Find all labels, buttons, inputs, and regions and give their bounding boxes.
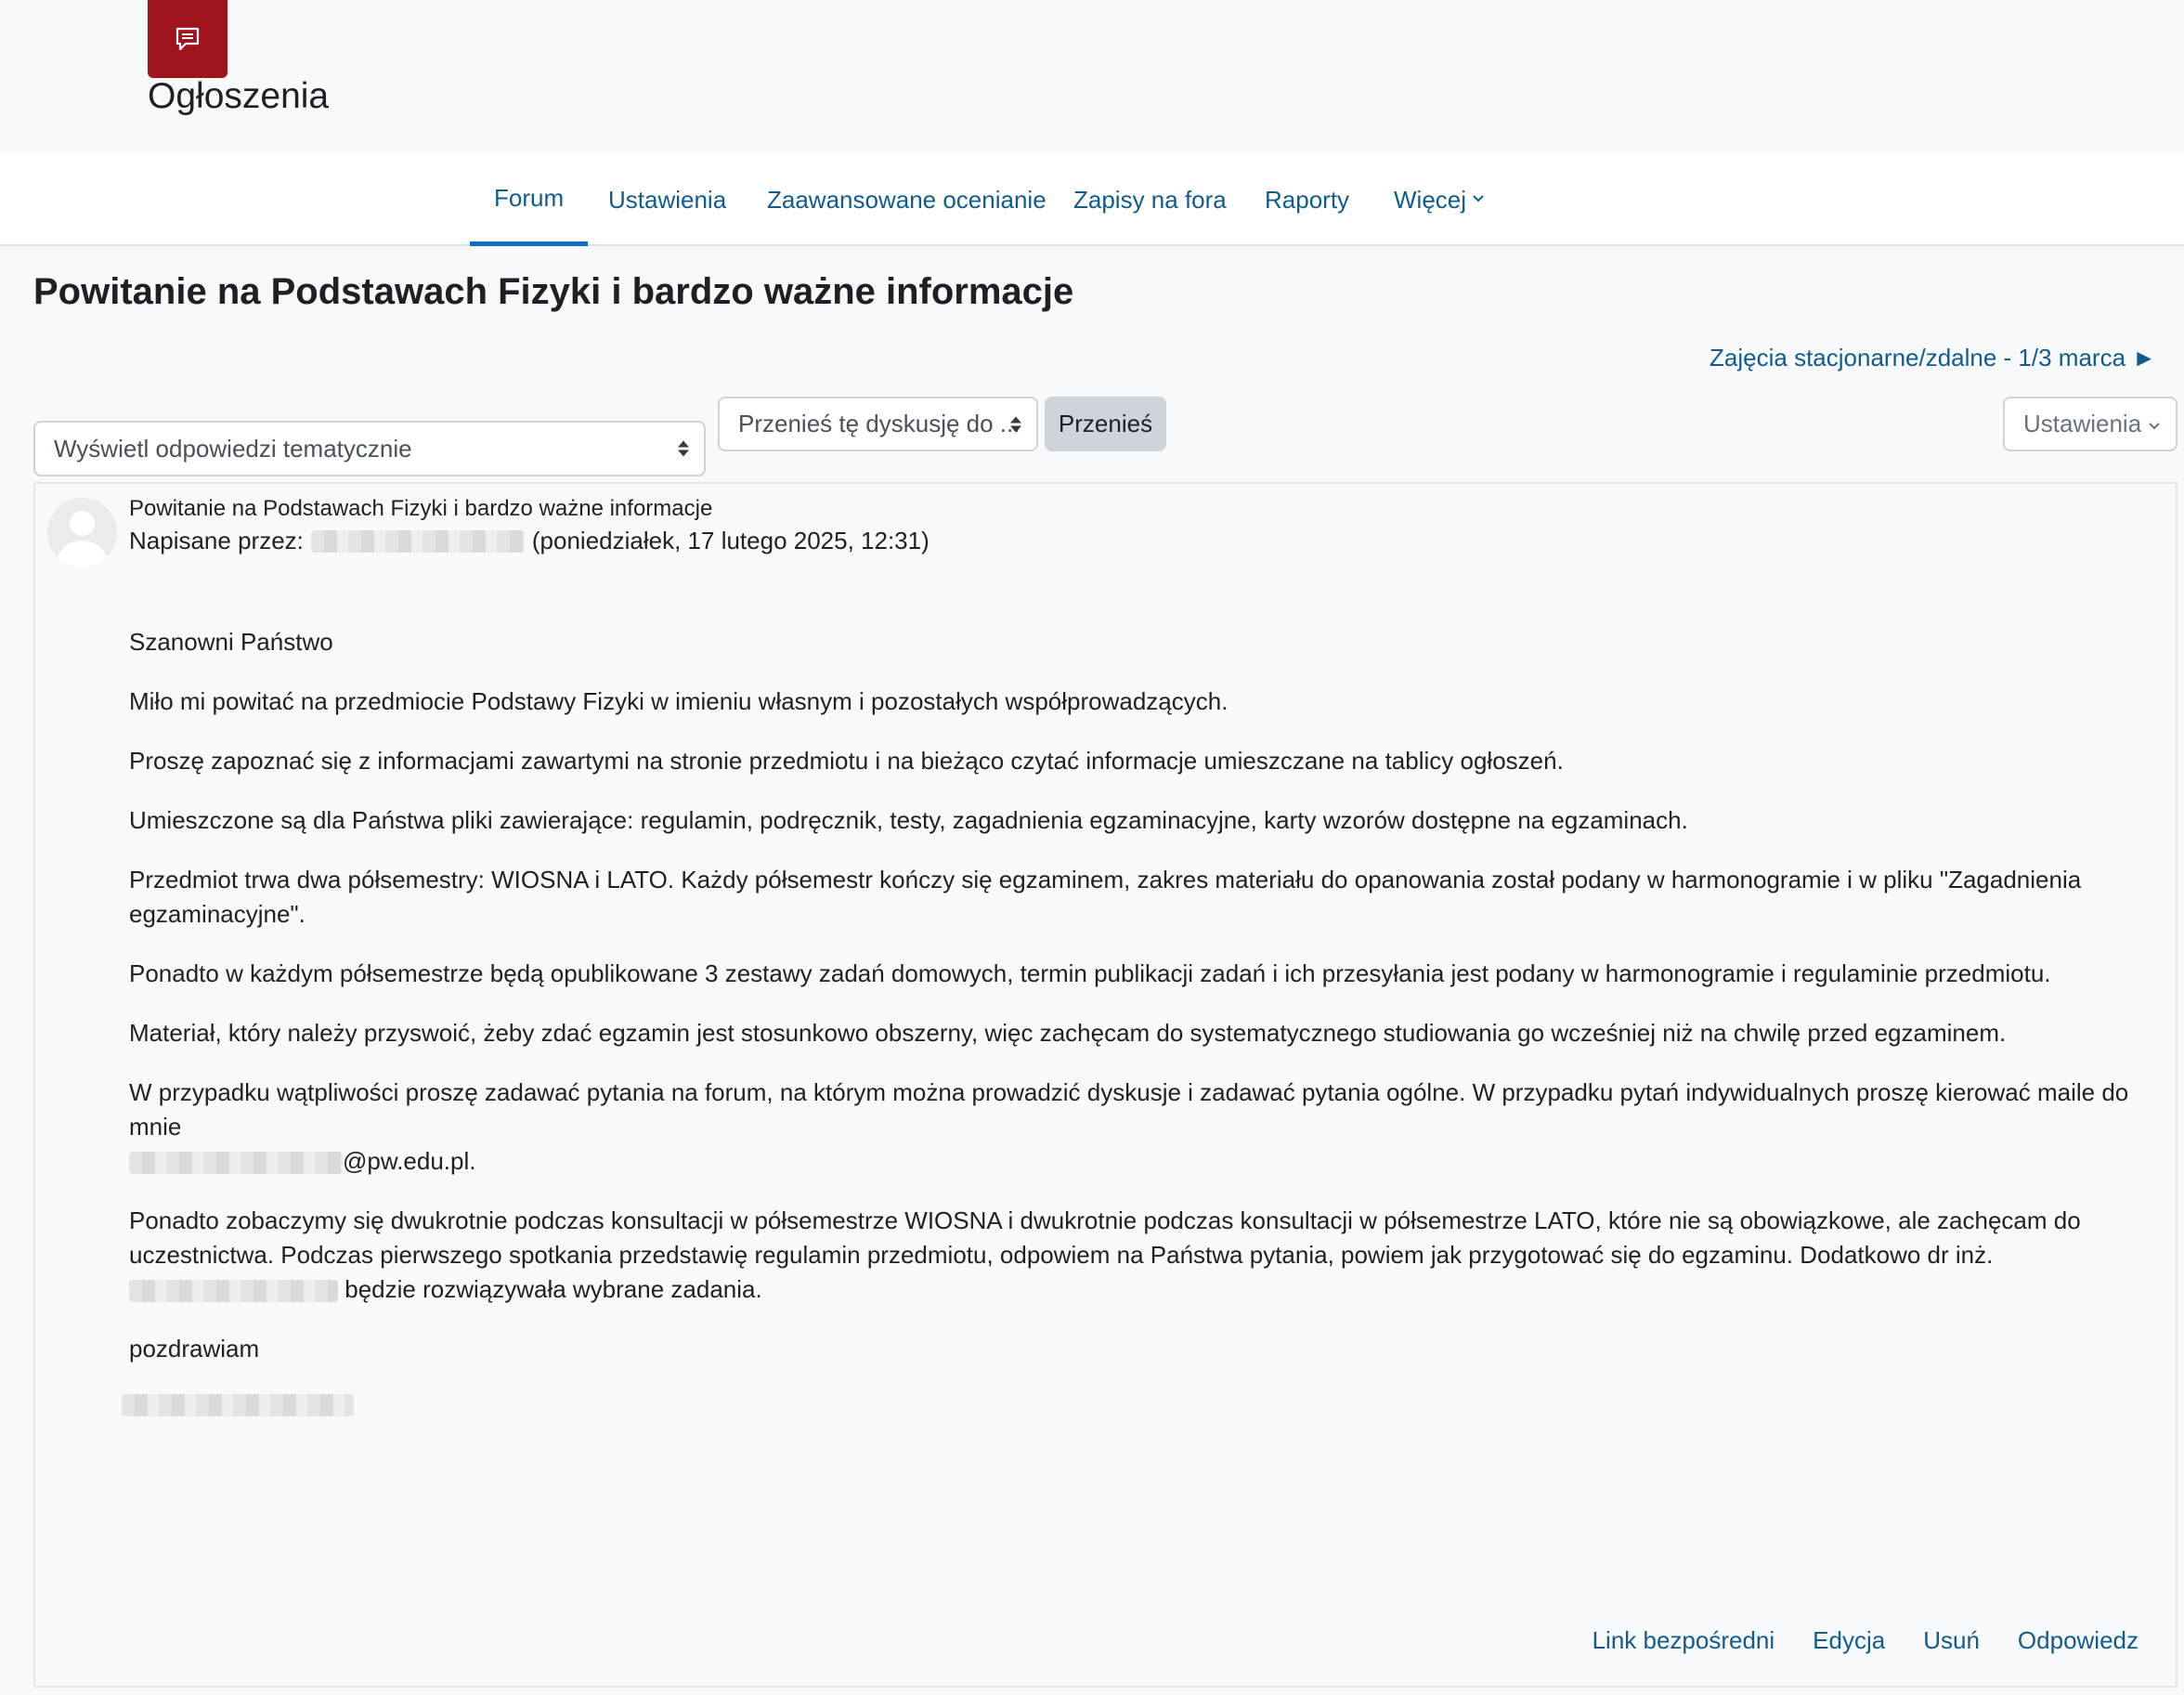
move-discussion-value: Przenieś tę dyskusję do ...: [738, 410, 1020, 437]
post-paragraph-questions: [129, 1076, 2172, 1179]
activity-title: Ogłoszenia: [148, 76, 330, 116]
tab-reports[interactable]: Raporty: [1265, 186, 1350, 214]
signature-line: [129, 1391, 2172, 1426]
settings-dropdown-button[interactable]: [2003, 397, 2178, 451]
discussion-title: Powitanie na Podstawach Fizyki i bardzo ważne informacje: [33, 271, 1074, 312]
post-paragraph: Materiał, który należy przyswoić, żeby zdać egzamin jest stosunkowo obszerny, więc zachęcam do systematycznego studiowania go wcześniej niż na chwilę przed egzaminem.: [129, 1019, 2007, 1047]
post-paragraph: Przedmiot trwa dwa półsemestry: WIOSNA i LATO. Każdy półsemestr kończy się egzaminem, zakres materiału do opanowania został podany w harmonogramie i w pliku "Zagadnienia egzaminacyjne".: [129, 866, 2082, 928]
tab-forum[interactable]: Forum: [470, 154, 588, 246]
post-date: (poniedziałek, 17 lutego 2025, 12:31): [531, 527, 930, 554]
post-paragraph: Miło mi powitać na przedmiocie Podstawy Fizyki w imieniu własnym i pozostałych współprowadzących.: [129, 687, 1228, 715]
select-arrows-icon: [678, 441, 689, 457]
tab-settings[interactable]: Ustawienia: [608, 186, 727, 214]
author-name-redacted[interactable]: [311, 530, 525, 553]
post-byline: [129, 527, 930, 555]
settings-label: Ustawienia: [2023, 410, 2142, 437]
tab-more[interactable]: [1394, 154, 1485, 246]
forum-chat-icon: [148, 0, 228, 78]
permalink-link[interactable]: Link bezpośredni: [1592, 1626, 1775, 1654]
email-user-redacted: [129, 1152, 343, 1174]
post-paragraph-consultations: [129, 1204, 2172, 1307]
move-button[interactable]: Przenieś: [1045, 397, 1166, 451]
edit-link[interactable]: Edycja: [1813, 1626, 1886, 1654]
post-paragraph: Szanowni Państwo: [129, 628, 333, 656]
email-domain: @pw.edu.pl.: [343, 1147, 476, 1175]
next-discussion-link[interactable]: Zajęcia stacjonarne/zdalne - 1/3 marca ►: [1710, 344, 2156, 372]
person-name-redacted: [129, 1280, 338, 1302]
avatar: [47, 498, 117, 567]
chevron-down-icon: [2148, 422, 2161, 431]
post-paragraph: Ponadto w każdym półsemestrze będą opublikowane 3 zestawy zadań domowych, termin publikacji zadań i ich przesyłania jest podany w harmonogramie i regulaminie przedmiotu.: [129, 959, 2051, 987]
display-mode-value: Wyświetl odpowiedzi tematycznie: [54, 434, 412, 463]
select-arrows-icon: [1010, 416, 1021, 432]
post-paragraph: Proszę zapoznać się z informacjami zawartymi na stronie przedmiotu i na bieżąco czytać informacje umieszczane na tablicy ogłoszeń.: [129, 747, 1564, 775]
byline-prefix: Napisane przez:: [129, 527, 304, 554]
questions-text: W przypadku wątpliwości proszę zadawać pytania na forum, na którym można prowadzić dyskusje i zadawać pytania ogólne. W przypadku pytań indywidualnych proszę kierować maile do mnie: [129, 1078, 2129, 1141]
signature-redacted: [122, 1394, 354, 1416]
tab-subscriptions[interactable]: Zapisy na fora: [1073, 186, 1227, 214]
forum-post: [33, 482, 2178, 1688]
chevron-down-icon: [1472, 194, 1485, 203]
delete-link[interactable]: Usuń: [1923, 1626, 1980, 1654]
tab-advanced-grading[interactable]: Zaawansowane ocenianie: [767, 186, 1046, 214]
post-actions: [1592, 1626, 2138, 1655]
post-content: [129, 625, 2172, 1451]
page-header: [0, 0, 2184, 154]
reply-link[interactable]: Odpowiedz: [2017, 1626, 2138, 1654]
post-paragraph: Umieszczone są dla Państwa pliki zawierające: regulamin, podręcznik, testy, zagadnienia egzaminacyjne, karty wzorów dostępne na egzaminach.: [129, 806, 1688, 834]
secondary-navigation: [0, 154, 2184, 246]
post-subject: Powitanie na Podstawach Fizyki i bardzo ważne informacje: [129, 496, 713, 521]
display-mode-select[interactable]: [33, 421, 706, 476]
post-closing: pozdrawiam: [129, 1335, 260, 1363]
tab-more-label: Więcej: [1394, 186, 1467, 214]
consultations-text: Ponadto zobaczymy się dwukrotnie podczas konsultacji w półsemestrze WIOSNA i dwukrotnie podczas konsultacji w półsemestrze LATO, które nie są obowiązkowe, ale zachęcam do uczestnictwa. Podczas pierwszego spotkania przedstawię regulamin przedmiotu, odpowiem na Państwa pytania, powiem jak przygotować się do egzaminu. Dodatkowo dr inż.: [129, 1206, 2081, 1269]
move-discussion-select[interactable]: [718, 397, 1038, 451]
consultations-text-end: będzie rozwiązywała wybrane zadania.: [344, 1275, 762, 1303]
